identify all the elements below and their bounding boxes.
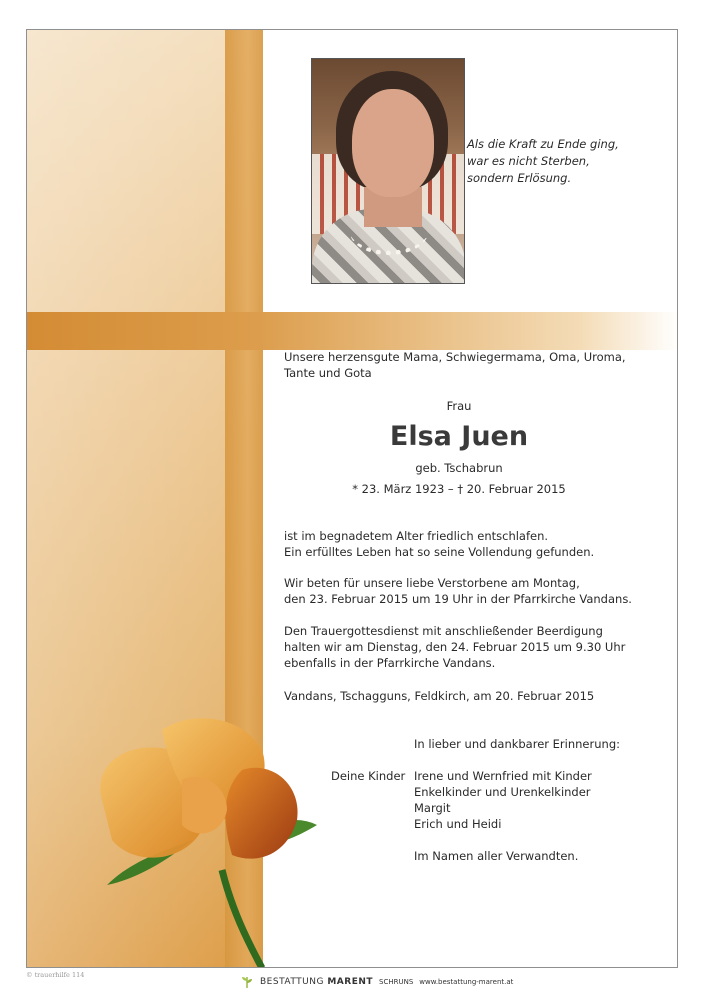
deceased-name: Elsa Juen	[389, 421, 529, 452]
list-item: Margit	[414, 801, 451, 815]
footer-brand	[240, 974, 513, 990]
paragraph-passing: ist im begnadetem Alter friedlich entschlafen. Ein erfülltes Leben hat so seine Vollendung gefunden.	[284, 529, 595, 559]
brand-name: BESTATTUNG MARENT	[260, 977, 374, 987]
maiden-name: geb. Tschabrun	[415, 461, 503, 475]
quote-line: Als die Kraft zu Ende ging,	[467, 137, 619, 151]
gratitude-line: In lieber und dankbarer Erinnerung:	[414, 737, 620, 751]
place-date-line: Vandans, Tschagguns, Feldkirch, am 20. Februar 2015	[284, 689, 595, 703]
list-item: Enkelkinder und Urenkelkinder	[414, 785, 591, 799]
portrait-photo	[311, 58, 465, 284]
paragraph-funeral: Den Trauergottesdienst mit anschließender Beerdigung halten wir am Dienstag, den 24. Februar 2015 um 9.30 Uhr ebenfalls in der Pfarrkirche Vandans.	[284, 624, 626, 670]
brand-location: SCHRUNS	[379, 978, 414, 986]
list-item: Erich und Heidi	[414, 817, 502, 831]
quote-line: sondern Erlösung.	[467, 171, 572, 185]
quote-line: war es nicht Sterben,	[467, 154, 590, 168]
leaf-logo-icon	[240, 975, 254, 989]
salutation: Frau	[446, 399, 472, 413]
quote	[467, 136, 647, 187]
closing-line: Im Namen aller Verwandten.	[414, 849, 579, 863]
mourners-list	[414, 768, 592, 832]
paragraph-prayer: Wir beten für unsere liebe Verstorbene am Montag, den 23. Februar 2015 um 19 Uhr in der Pfarrkirche Vandans.	[284, 576, 632, 606]
website-link[interactable]: www.bestattung-marent.at	[419, 978, 514, 986]
pearl-necklace	[350, 209, 428, 255]
list-item: Irene und Wernfried mit Kinder	[414, 769, 592, 783]
cross-horizontal-bar	[27, 312, 678, 350]
mourners-label: Deine Kinder	[331, 769, 406, 783]
copyright-text: © trauerhilfe 114	[26, 971, 85, 979]
intro-text: Unsere herzensgute Mama, Schwiegermama, Oma, Uroma, Tante und Gota	[284, 350, 626, 380]
life-dates: * 23. März 1923 – † 20. Februar 2015	[352, 482, 566, 496]
rose-icon	[72, 690, 322, 968]
